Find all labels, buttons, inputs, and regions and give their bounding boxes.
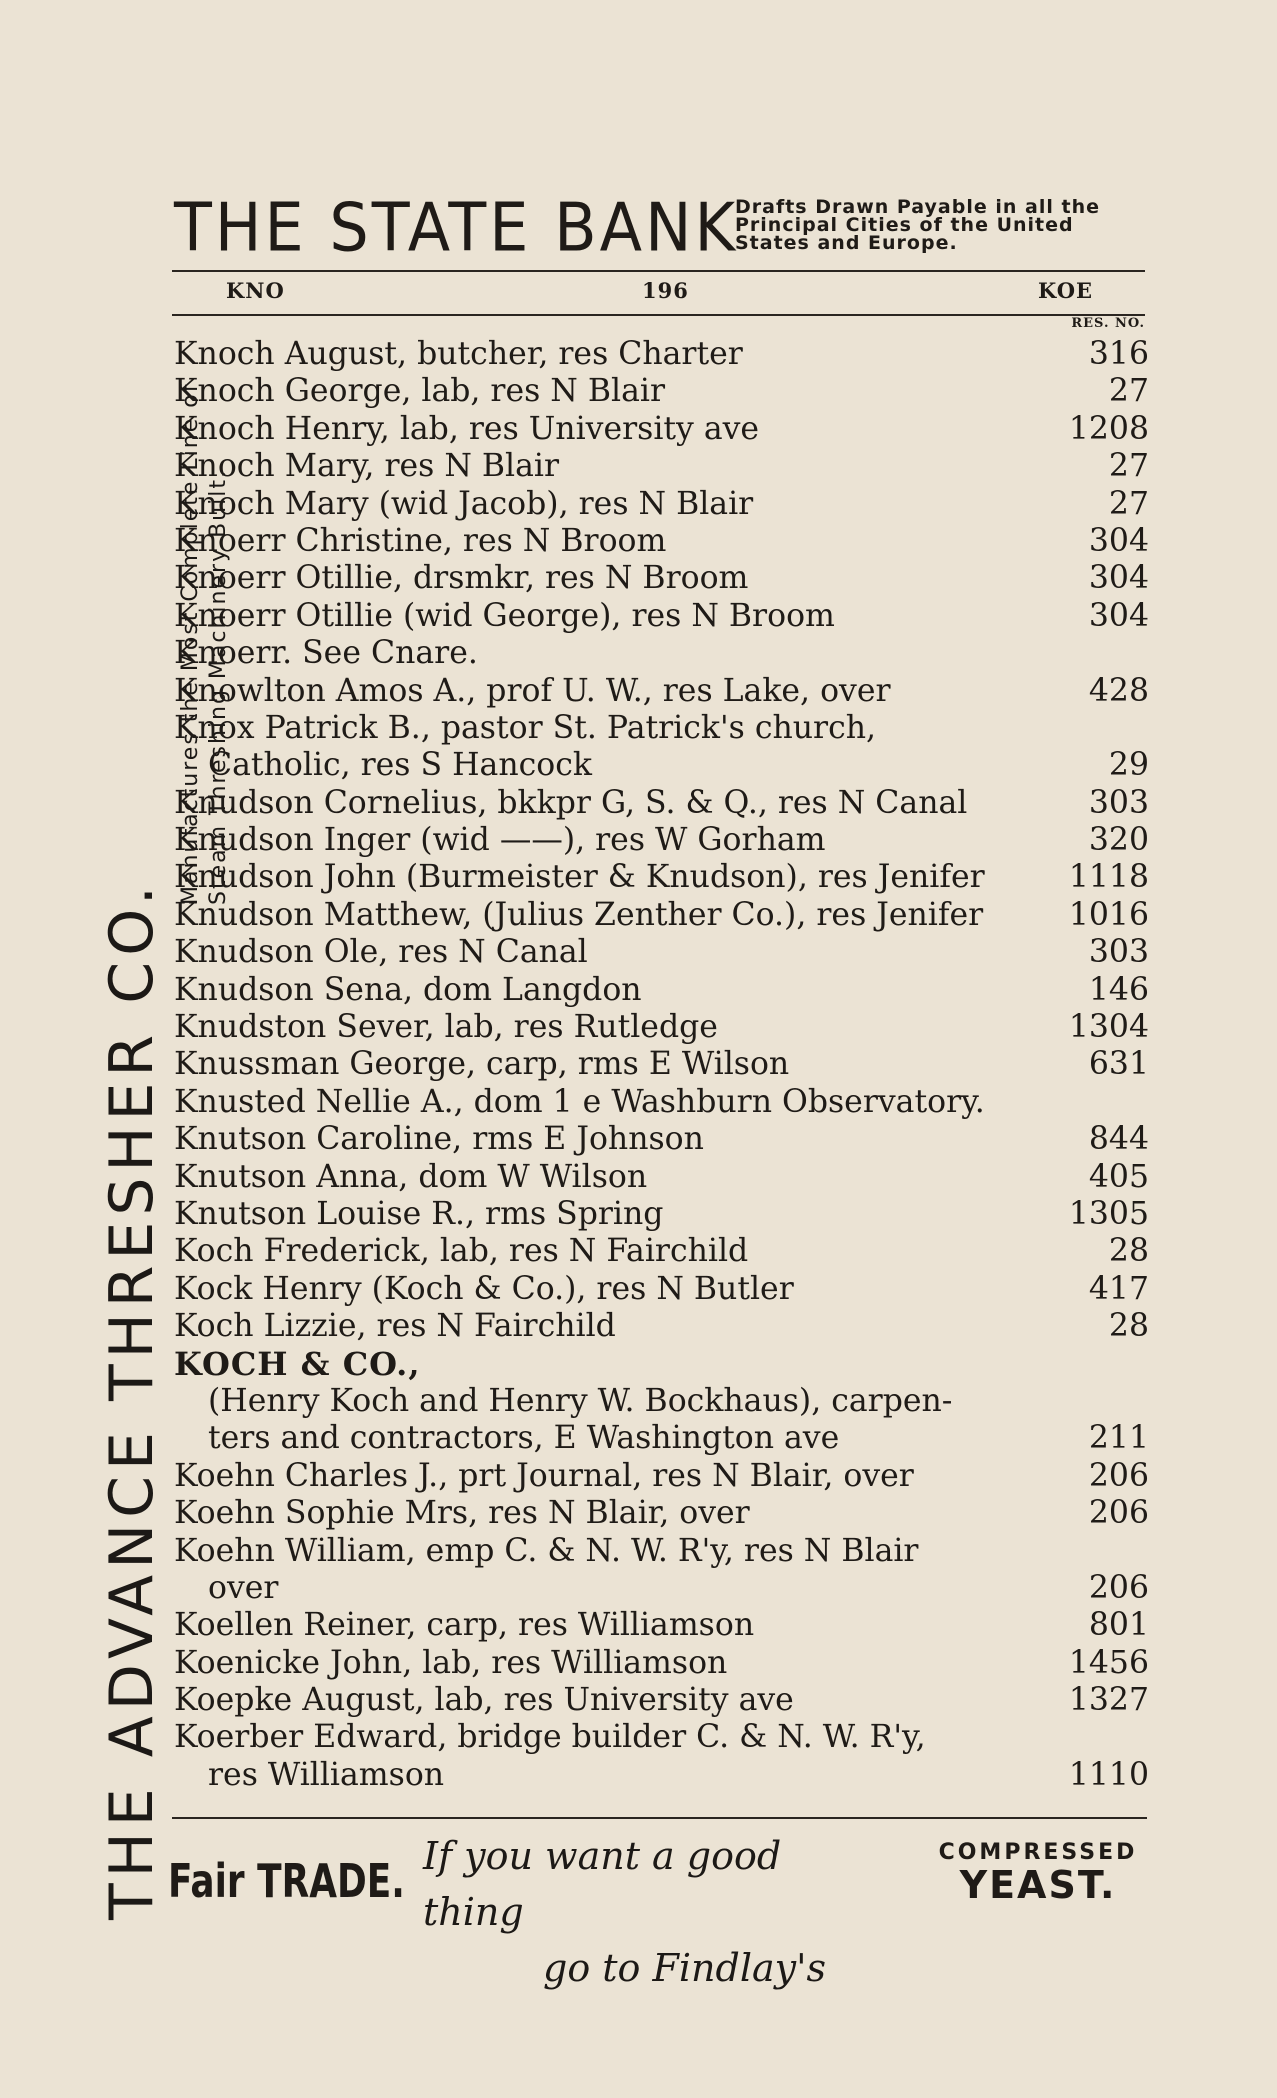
- header-rule-bottom: [172, 314, 1145, 316]
- page-number: 196: [642, 278, 689, 303]
- entry-residence-number: 1016: [1068, 896, 1149, 933]
- directory-entry: [174, 1196, 1149, 1233]
- directory-entry: [174, 448, 1149, 485]
- entry-name: Knoch August, butcher, res Charter: [174, 336, 743, 372]
- page-heading: [172, 276, 1145, 310]
- entry-name: Knudson Ole, res N Canal: [174, 934, 588, 971]
- entry-residence-number: 304: [1088, 597, 1149, 634]
- entry-name: over: [208, 1569, 279, 1606]
- res-no-label: RES. NO.: [1071, 316, 1145, 331]
- entry-residence-number: 631: [1088, 1046, 1149, 1083]
- entry-name: Catholic, res S Hancock: [208, 747, 592, 784]
- directory-entry: [174, 336, 1149, 373]
- entry-residence-number: 303: [1088, 934, 1149, 971]
- entry-name: Knoerr Otillie (wid George), res N Broom: [174, 597, 835, 634]
- directory-entry: [174, 560, 1149, 597]
- directory-entry: [174, 1757, 1149, 1794]
- directory-entry: [174, 1121, 1149, 1158]
- bank-header: [172, 187, 1145, 267]
- entry-residence-number: 304: [1088, 522, 1149, 559]
- directory-entry: [174, 710, 1149, 747]
- directory-entry: [174, 1383, 1149, 1420]
- entry-residence-number: 417: [1088, 1270, 1149, 1307]
- entry-residence-number: 206: [1088, 1569, 1149, 1606]
- tagline-line-2: Steam Threshing Machinery Built.: [206, 469, 231, 905]
- bank-name: THE STATE BANK: [174, 187, 739, 267]
- entry-name: Knussman George, carp, rms E Wilson: [174, 1046, 790, 1083]
- entry-name: ters and contractors, E Washington ave: [208, 1420, 840, 1457]
- entry-name: Knudson Cornelius, bkkpr G, S. & Q., res N Canal: [174, 784, 968, 821]
- entry-name: Knudson Inger (wid ——), res W Gorham: [174, 822, 826, 859]
- entry-name: Knudson Matthew, (Julius Zenther Co.), res Jenifer: [174, 896, 984, 933]
- entry-residence-number: 316: [1088, 336, 1149, 372]
- entry-residence-number: 405: [1088, 1158, 1149, 1195]
- entry-name: Knutson Caroline, rms E Johnson: [174, 1121, 704, 1158]
- findlay-script: [423, 1828, 843, 1996]
- entry-name: (Henry Koch and Henry W. Bockhaus), carpen-: [208, 1382, 953, 1419]
- directory-entry: [174, 373, 1149, 410]
- directory-entry: [174, 822, 1149, 859]
- entry-name: Koch Lizzie, res N Fairchild: [174, 1308, 616, 1345]
- directory-entry: [174, 598, 1149, 635]
- yeast-small-text: COMPRESSED: [938, 1840, 1138, 1865]
- entry-name: Knox Patrick B., pastor St. Patrick's church,: [174, 709, 877, 746]
- entry-residence-number: 1208: [1068, 410, 1149, 447]
- directory-entry: [174, 1645, 1149, 1682]
- entry-name: Knowlton Amos A., prof U. W., res Lake, over: [174, 672, 891, 709]
- entry-name: Koehn Sophie Mrs, res N Blair, over: [174, 1495, 750, 1532]
- entry-name: Knoch George, lab, res N Blair: [174, 373, 666, 410]
- entry-name: Koellen Reiner, carp, res Williamson: [174, 1607, 755, 1644]
- script-line-1: If you want a good thing: [423, 1834, 782, 1934]
- entry-residence-number: 320: [1088, 822, 1149, 859]
- entry-name: Knusted Nellie A., dom 1 e Washburn Observatory.: [174, 1083, 985, 1120]
- script-line-2: go to Findlay's: [543, 1946, 827, 1990]
- directory-entry: [174, 934, 1149, 971]
- entry-residence-number: 844: [1088, 1121, 1149, 1158]
- directory-entry: [174, 1570, 1149, 1607]
- entry-name: Knudson Sena, dom Langdon: [174, 971, 642, 1008]
- fair-trade-text: Fair TRADE.: [168, 1854, 405, 1908]
- directory-entry: [174, 1533, 1149, 1570]
- entry-residence-number: 211: [1088, 1420, 1149, 1457]
- directory-entry: [174, 1346, 1149, 1383]
- directory-entry: [174, 1271, 1149, 1308]
- directory-entry: [174, 523, 1149, 560]
- entry-name: Knudston Sever, lab, res Rutledge: [174, 1009, 718, 1046]
- directory-entry: [174, 1495, 1149, 1532]
- entry-residence-number: 29: [1108, 747, 1149, 784]
- guide-word-left: KNO: [226, 278, 285, 303]
- entry-residence-number: 206: [1088, 1495, 1149, 1532]
- entry-name: Knoerr Otillie, drsmkr, res N Broom: [174, 560, 749, 597]
- directory-entry: [174, 673, 1149, 710]
- directory-entry: [174, 1084, 1149, 1121]
- directory-entry: [174, 1046, 1149, 1083]
- directory-entry: [174, 972, 1149, 1009]
- entry-name: KOCH & CO.,: [174, 1344, 421, 1383]
- entry-residence-number: 28: [1108, 1308, 1149, 1345]
- entry-name: Koerber Edward, bridge builder C. & N. W. R'y,: [174, 1719, 926, 1756]
- advance-thresher-company: THE ADVANCE THRESHER CO.: [97, 880, 167, 1920]
- entry-residence-number: 1304: [1068, 1009, 1149, 1046]
- entry-residence-number: 1327: [1068, 1682, 1149, 1719]
- bank-note: Drafts Drawn Payable in all the Principal Cities of the United States and Europe.: [735, 196, 1100, 254]
- entry-name: Koepke August, lab, res University ave: [174, 1682, 794, 1719]
- entry-name: Koehn Charles J., prt Journal, res N Blair, over: [174, 1457, 914, 1494]
- directory-entry: [174, 1159, 1149, 1196]
- directory-entry: [174, 486, 1149, 523]
- directory-entry: [174, 1607, 1149, 1644]
- directory-entry: [174, 1420, 1149, 1457]
- entry-residence-number: 28: [1108, 1233, 1149, 1270]
- directory-entry: [174, 411, 1149, 448]
- entry-residence-number: 801: [1088, 1607, 1149, 1644]
- directory-entry: [174, 1233, 1149, 1270]
- entry-residence-number: 304: [1088, 560, 1149, 597]
- guide-word-right: KOE: [1038, 278, 1093, 303]
- entry-name: Koch Frederick, lab, res N Fairchild: [174, 1233, 749, 1270]
- entry-name: Knoch Mary (wid Jacob), res N Blair: [174, 485, 754, 522]
- entry-residence-number: 1110: [1068, 1756, 1149, 1793]
- footer-rule: [172, 1817, 1147, 1819]
- yeast-big-text: YEAST.: [959, 1863, 1117, 1907]
- directory-entry: [174, 859, 1149, 896]
- directory-entries: [174, 336, 1149, 1794]
- directory-entry: [174, 1682, 1149, 1719]
- entry-residence-number: 1305: [1068, 1195, 1149, 1232]
- entry-residence-number: 1118: [1068, 859, 1149, 896]
- directory-entry: [174, 897, 1149, 934]
- entry-residence-number: 428: [1088, 672, 1149, 709]
- entry-name: Knudson John (Burmeister & Knudson), res Jenifer: [174, 859, 985, 896]
- directory-entry: [174, 785, 1149, 822]
- entry-residence-number: 146: [1088, 971, 1149, 1008]
- directory-entry: [174, 1308, 1149, 1345]
- directory-entry: [174, 1719, 1149, 1756]
- entry-residence-number: 27: [1108, 485, 1149, 522]
- entry-residence-number: 303: [1088, 784, 1149, 821]
- entry-name: Knoerr Christine, res N Broom: [174, 522, 667, 559]
- footer-advertisement: [168, 1820, 1153, 1990]
- entry-residence-number: 27: [1108, 373, 1149, 410]
- entry-name: Koenicke John, lab, res Williamson: [174, 1644, 728, 1681]
- entry-name: Knoch Henry, lab, res University ave: [174, 410, 760, 447]
- entry-name: Kock Henry (Koch & Co.), res N Butler: [174, 1270, 794, 1307]
- directory-entry: [174, 1009, 1149, 1046]
- header-rule-top: [172, 270, 1145, 272]
- entry-name: Knoch Mary, res N Blair: [174, 448, 560, 485]
- entry-name: Koehn William, emp C. & N. W. R'y, res N Blair: [174, 1532, 919, 1569]
- directory-entry: [174, 747, 1149, 784]
- entry-residence-number: 27: [1108, 448, 1149, 485]
- directory-entry: [174, 635, 1149, 672]
- directory-entry: [174, 1458, 1149, 1495]
- tagline-line-1: Manufactures the Most Complete Line of: [178, 382, 203, 905]
- entry-name: res Williamson: [208, 1756, 445, 1793]
- entry-name: Knutson Louise R., rms Spring: [174, 1195, 664, 1232]
- entry-name: Knutson Anna, dom W Wilson: [174, 1158, 648, 1195]
- yeast-ad: [923, 1840, 1153, 1905]
- entry-residence-number: 206: [1088, 1457, 1149, 1494]
- entry-residence-number: 1456: [1068, 1644, 1149, 1681]
- entry-name: Knoerr. See Cnare.: [174, 635, 478, 672]
